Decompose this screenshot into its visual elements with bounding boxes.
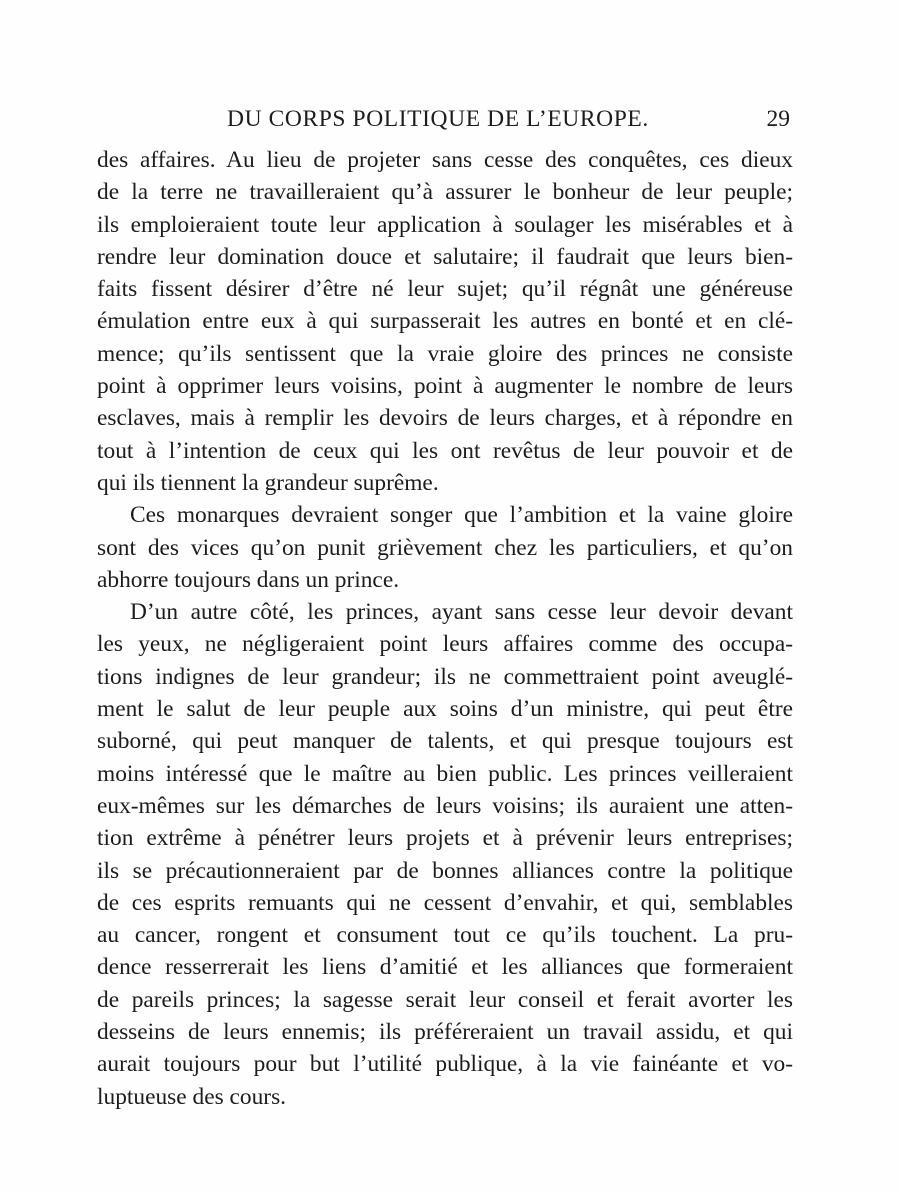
text-line: ment le salut de leur peuple aux soins d’un ministre, qui peut être	[97, 696, 793, 723]
text-line: les yeux, ne négligeraient point leurs affaires comme des occupa-	[97, 631, 793, 658]
text-line: mence; qu’ils sentissent que la vraie gloire des princes ne consiste	[97, 340, 793, 367]
text-line: tout à l’intention de ceux qui les ont revêtus de leur pouvoir et de	[97, 437, 793, 464]
body-text	[97, 144, 793, 1113]
running-title: DU CORPS POLITIQUE DE L’EUROPE.	[227, 106, 649, 132]
page-number: 29	[766, 106, 790, 132]
text-line: Ces monarques devraient songer que l’ambition et la vaine gloire	[130, 502, 793, 529]
text-line: faits fissent désirer d’être né leur sujet; qu’il régnât une généreuse	[97, 276, 793, 303]
text-line: esclaves, mais à remplir les devoirs de leurs charges, et à répondre en	[97, 405, 793, 432]
paragraph	[97, 499, 793, 596]
text-line: aurait toujours pour but l’utilité publique, à la vie fainéante et vo-	[97, 1051, 793, 1078]
text-line: de la terre ne travailleraient qu’à assurer le bonheur de leur peuple;	[97, 179, 793, 206]
text-line: rendre leur domination douce et salutaire; il faudrait que leurs bien-	[97, 243, 793, 270]
text-line: desseins de leurs ennemis; ils préféreraient un travail assidu, et qui	[97, 1019, 793, 1046]
text-line: au cancer, rongent et consument tout ce qu’ils touchent. La pru-	[97, 922, 793, 949]
text-line: émulation entre eux à qui surpasserait les autres en bonté et en clé-	[97, 308, 793, 335]
text-line: de pareils princes; la sagesse serait leur conseil et ferait avorter les	[97, 986, 793, 1013]
text-line: tions indignes de leur grandeur; ils ne commettraient point aveuglé-	[97, 663, 793, 690]
text-line: tion extrême à pénétrer leurs projets et à prévenir leurs entreprises;	[97, 825, 793, 852]
paragraph	[97, 596, 793, 1113]
text-line: de ces esprits remuants qui ne cessent d’envahir, et qui, semblables	[97, 889, 793, 916]
text-line: dence resserrerait les liens d’amitié et les alliances que formeraient	[97, 954, 793, 981]
text-line: D’un autre côté, les princes, ayant sans cesse leur devoir devant	[130, 599, 793, 626]
page-header	[97, 102, 793, 136]
text-line: des affaires. Au lieu de projeter sans cesse des conquêtes, ces dieux	[97, 147, 793, 173]
text-line: luptueuse des cours.	[97, 1083, 287, 1110]
text-line: eux-mêmes sur les démarches de leurs voisins; ils auraient une atten-	[97, 792, 793, 819]
text-line: abhorre toujours dans un prince.	[97, 566, 400, 593]
text-line: suborné, qui peut manquer de talents, et qui presque toujours est	[97, 728, 793, 755]
text-line: ils emploieraient toute leur application à soulager les misérables et à	[97, 211, 793, 238]
text-line: qui ils tiennent la grandeur suprême.	[97, 469, 439, 496]
text-line: ils se précautionneraient par de bonnes alliances contre la politique	[97, 857, 793, 884]
text-line: sont des vices qu’on punit grièvement chez les particuliers, et qu’on	[97, 534, 793, 561]
paragraph	[97, 144, 793, 499]
text-line: moins intéressé que le maître au bien public. Les princes veilleraient	[97, 760, 793, 787]
text-line: point à opprimer leurs voisins, point à augmenter le nombre de leurs	[97, 373, 793, 400]
